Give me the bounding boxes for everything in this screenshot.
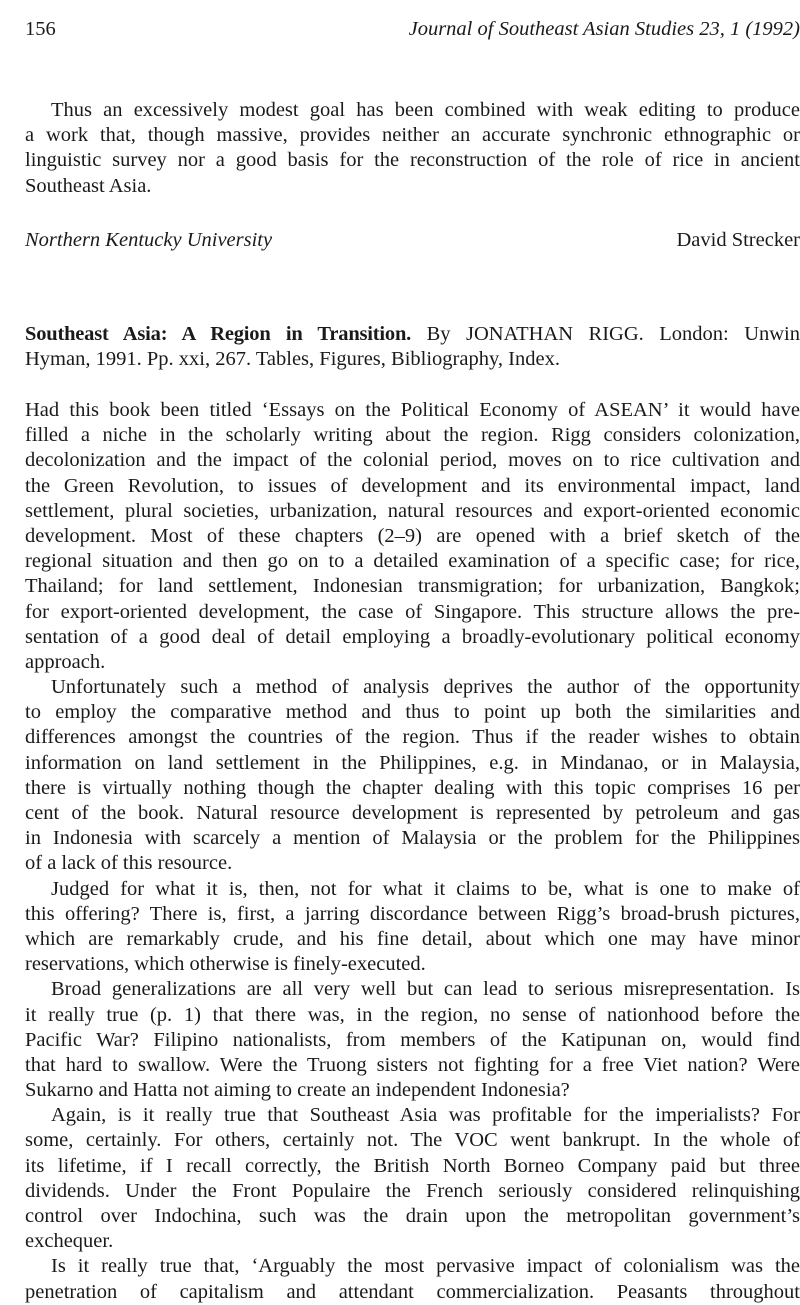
text-line: Again, is it really true that Southeast Asia was profitable for the imperialists? For (51, 1104, 800, 1127)
text-line: penetration of capitalism and attendant commercialization. Peasants throughout (25, 1280, 800, 1303)
text-line: decolonization and the impact of the colonial period, moves on to rice cultivation and (25, 449, 800, 472)
text-line: exchequer. (25, 1230, 114, 1253)
text-line: its lifetime, if I recall correctly, the British North Borneo Company paid but three (25, 1154, 800, 1177)
paragraph (25, 977, 800, 1103)
text-line: Is it really true that, ‘Arguably the most pervasive impact of colonialism was the (51, 1255, 800, 1278)
paragraph (25, 1254, 800, 1304)
reviewer-name: David Strecker (676, 229, 800, 251)
text-line: there is virtually nothing though the chapter dealing with this topic comprises 16 per (25, 776, 800, 799)
text-line: dividends. Under the Front Populaire the French seriously considered relinquishing (25, 1179, 800, 1202)
text-line: Thus an excessively modest goal has been combined with weak editing to produce (51, 99, 800, 121)
citation-line-2: Hyman, 1991. Pp. xxi, 267. Tables, Figures, Bibliography, Index. (25, 348, 560, 371)
text-line: Sukarno and Hatta not aiming to create an independent Indonesia? (25, 1079, 570, 1102)
text-line: which are remarkably crude, and his fine detail, about which one may have minor (25, 927, 800, 950)
text-line: a work that, though massive, provides neither an accurate synchronic ethnographic or (25, 124, 800, 147)
text-line: differences amongst the countries of the region. Thus if the reader wishes to obtain (25, 726, 800, 749)
book-citation (25, 322, 800, 372)
text-line: to employ the comparative method and thus to point up both the similarities and (25, 701, 800, 724)
text-line: the Green Revolution, to issues of development and its environmental impact, land (25, 474, 800, 497)
text-line: that hard to swallow. Were the Truong sisters not fighting for a free Viet nation? Were (25, 1053, 800, 1076)
text-line: of a lack of this resource. (25, 852, 233, 875)
text-line: information on land settlement in the Philippines, e.g. in Mindanao, or in Malaysia, (25, 751, 800, 774)
text-line: some, certainly. For others, certainly not. The VOC went bankrupt. In the whole of (25, 1129, 800, 1152)
text-line: Had this book been titled ‘Essays on the Political Economy of ASEAN’ it would have (25, 399, 800, 421)
text-line: regional situation and then go on to a detailed examination of a specific case; for rice, (25, 550, 800, 573)
running-head (25, 14, 800, 44)
text-line: linguistic survey nor a good basis for the reconstruction of the role of rice in ancient (25, 149, 800, 172)
text-line: Pacific War? Filipino nationalists, from members of the Katipunan on, would find (25, 1028, 800, 1051)
text-line: Judged for what it is, then, not for what it claims to be, what is one to make of (51, 877, 800, 900)
text-line: sentation of a good deal of detail employing a broadly-evolutionary political economy (25, 625, 800, 648)
paragraph (25, 877, 800, 978)
previous-review-closing-paragraph (25, 98, 800, 199)
text-line: control over Indochina, such was the drain upon the metropolitan government’s (25, 1205, 800, 1227)
paragraph (25, 675, 800, 877)
reviewer-institution: Northern Kentucky University (25, 229, 273, 251)
journal-title: Journal of Southeast Asian Studies 23, 1 (1992) (408, 18, 800, 40)
text-line: development. Most of these chapters (2–9) are opened with a brief sketch of the (25, 524, 800, 547)
citation-line-1 (25, 322, 800, 347)
text-line: filled a niche in the scholarly writing about the region. Rigg considers colonization, (25, 424, 800, 447)
text-line: for export-oriented development, the case of Singapore. This structure allows the pre- (25, 600, 800, 623)
text-line: this offering? There is, first, a jarring discordance between Rigg’s broad-brush pictures, (25, 902, 800, 925)
text-line: it really true (p. 1) that there was, in the region, no sense of nationhood before the (25, 1003, 800, 1026)
text-line: approach. (25, 650, 106, 673)
text-line: Broad generalizations are all very well but can lead to serious misrepresentation. Is (51, 978, 800, 1001)
text-line: Southeast Asia. (25, 174, 152, 197)
paragraph (25, 1103, 800, 1254)
review-body (25, 398, 800, 1305)
text-line: cent of the book. Natural resource development is represented by petroleum and gas (25, 802, 800, 824)
reviewer-signature (25, 226, 800, 254)
text-line: in Indonesia with scarcely a mention of Malaysia or the problem for the Philippines (25, 827, 800, 850)
citation-author-publisher: By JONATHAN RIGG. London: Unwin (411, 323, 800, 345)
page-number: 156 (25, 18, 56, 40)
text-line: reservations, which otherwise is finely-executed. (25, 953, 426, 976)
book-title: Southeast Asia: A Region in Transition. (25, 323, 412, 345)
text-line: Thailand; for land settlement, Indonesian transmigration; for urbanization, Bangkok; (25, 575, 800, 598)
paragraph (25, 398, 800, 675)
text-line: Unfortunately such a method of analysis deprives the author of the opportunity (51, 676, 800, 699)
text-line: settlement, plural societies, urbanization, natural resources and export-oriented economic (25, 499, 800, 522)
